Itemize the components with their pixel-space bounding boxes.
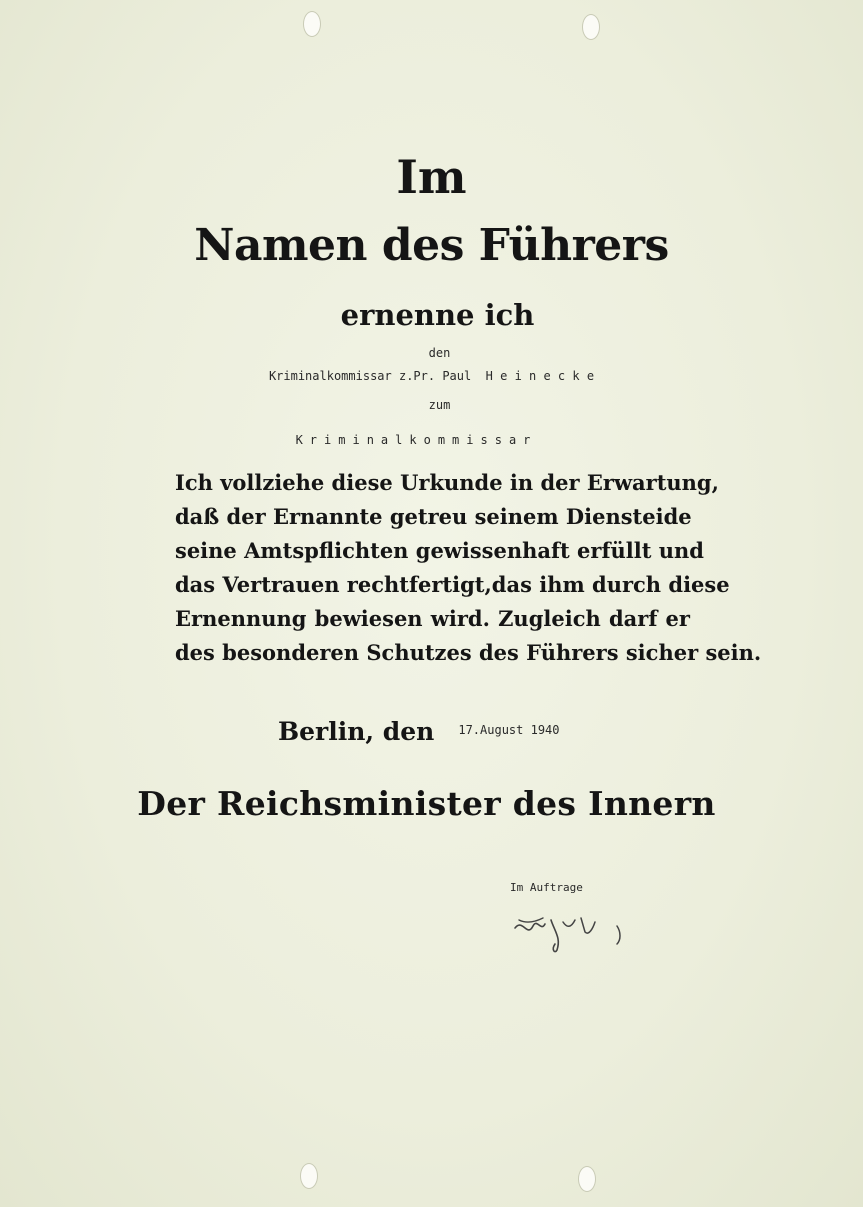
body-line: seine Amtspflichten gewissenhaft erfüllt und	[175, 538, 704, 563]
place-date-row	[278, 717, 560, 746]
body-text	[175, 466, 762, 670]
typed-zum: zum	[428, 398, 451, 412]
punch-hole	[582, 14, 600, 40]
body-line: Ernennung bewiesen wird. Zugleich darf er	[175, 606, 690, 631]
body-line: das Vertrauen rechtfertigt,das ihm durch diese	[175, 572, 730, 597]
typed-den: den	[428, 346, 451, 360]
body-line: des besonderen Schutzes des Führers sicher sein.	[175, 640, 762, 665]
body-line: daß der Ernannte getreu seinem Diensteide	[175, 504, 692, 529]
heading-im: Im	[396, 150, 467, 204]
place-label: Berlin, den	[278, 717, 435, 746]
heading-namen-des-fuehrers: Namen des Führers	[194, 220, 669, 271]
typed-im-auftrage: Im Auftrage	[510, 881, 583, 894]
heading-ernenne-ich: ernenne ich	[340, 298, 535, 332]
body-line: Ich vollziehe diese Urkunde in der Erwartung,	[175, 470, 719, 495]
typed-new-rank: Kriminalkommissar	[295, 433, 538, 447]
handwritten-signature	[505, 898, 635, 958]
typed-date: 17.August 1940	[458, 723, 560, 737]
punch-hole	[578, 1166, 596, 1192]
issuer-title: Der Reichsminister des Innern	[137, 784, 716, 823]
punch-hole	[303, 11, 321, 37]
typed-appointee-name: Kriminalkommissar z.Pr. Paul H e i n e c k e	[268, 369, 595, 383]
punch-hole	[300, 1163, 318, 1189]
